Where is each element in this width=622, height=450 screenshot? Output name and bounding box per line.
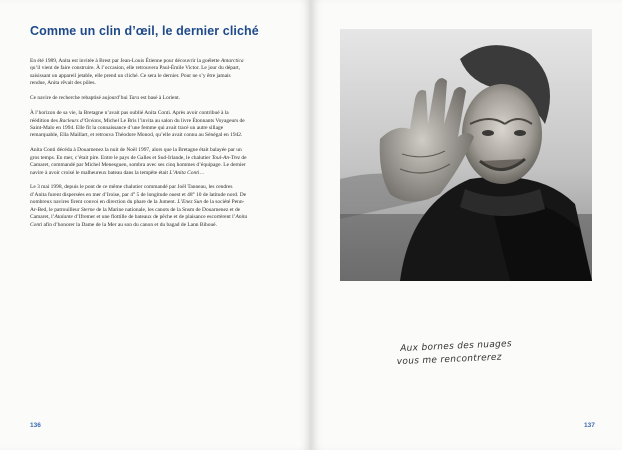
text-run: Ce navire de recherche rebaptisé aujourd’hui	[30, 95, 130, 102]
text-run: qu’il vient de faire construire. À l’occasion, elle retrouvera Paul-Émile Victor. Le jour du départ, saisissant un appareil jetable, elle prend un cliché. Ce sera le dernier. Pour ne s’y être jamais rendue, Anita rêvait des pôles.	[30, 65, 241, 87]
text-run: À l’horizon de sa vie, la Bretagne n’avait pas oublié Anita Conti. Après avoir contribué à la réédition des	[30, 110, 229, 124]
text-run: de Camaret, commandé par Michel Menesguen, sombra avec ses cinq hommes d’équipage. Le dernier navire à avoir croisé le malheureux bateau dans la tempête était	[30, 154, 247, 176]
paragraph	[30, 95, 248, 102]
text-run: …	[199, 169, 205, 176]
text-run: Anita Conti décéda à Douarnenez la nuit de Noël 1997, alors que la Bretagne était balayée par un gros temps. En mer, c’était pire. Entre le pays de Galles et Sud-Irlande, le chalutier	[30, 147, 242, 161]
text-run: En été 1989, Anita est invitée à Brest par Jean-Louis Étienne pour découvrir la goélette	[30, 58, 221, 64]
chapter-title: Comme un clin d’œil, le dernier cliché	[30, 24, 259, 38]
italic-title: L’Anita Conti	[169, 169, 200, 176]
italic-title: Atalante	[54, 214, 73, 221]
body-text	[30, 58, 248, 237]
page-number-right: 137	[584, 422, 595, 429]
italic-title: Racleurs d’Océans	[59, 117, 101, 124]
text-run: Le 3 mai 1998, depuis le pont de ce même chalutier commandé par Joël Tanneau, les cendres d’Anita furent dispersées en mer d’Iroise, par 4° 5 de longitude ouest et 48° 10 de latitude nord. De nombreux navires firent convoi en direction du phare de la Jument.	[30, 184, 247, 206]
photo-illustration	[340, 29, 592, 281]
text-run: de la Marine nationale, les canots de la Snsm de Douarnenez et de Camaret, l’	[30, 206, 241, 221]
text-run: d’Ifremer et une flottille de bateaux de pêche et de plaisance escortèrent l’	[72, 214, 236, 221]
text-run: , Michel Le Bris l’invita au salon du livre Étonnants Voyageurs de Saint-Malo en 1994. Elle fit la connaissance d’une femme qui avait tracé un autre sillage remarquable, Ella Maillart, et retrouva Théodore Monod, qu’elle avait connu au Sénégal en 1942.	[30, 117, 245, 139]
portrait-photo	[340, 29, 592, 281]
text-run: est basé à Lorient.	[139, 95, 181, 102]
paragraph	[30, 184, 248, 229]
caption-line-2: vous me rencontrerez	[396, 352, 503, 368]
text-run: afin d’honorer la Dame de la Mer au son du canon et du bagad de Lann Bihoué.	[42, 221, 217, 228]
italic-title: L’Enez Sun	[177, 199, 203, 206]
paragraph	[30, 147, 248, 177]
paragraph	[30, 58, 248, 88]
paragraph	[30, 110, 248, 140]
page-number-left: 136	[30, 422, 41, 429]
italic-title: Antarctica	[220, 58, 244, 64]
italic-title: Sterne	[80, 206, 95, 213]
italic-title: Tara	[129, 95, 140, 102]
italic-title: Toul-An-Trez	[211, 154, 241, 161]
italic-title: Anita Conti	[30, 214, 248, 228]
caption-line-1: Aux bornes des nuages	[400, 339, 513, 354]
text-run: de la société Penn-Ar-Bed, le patrouilleur	[30, 199, 245, 213]
